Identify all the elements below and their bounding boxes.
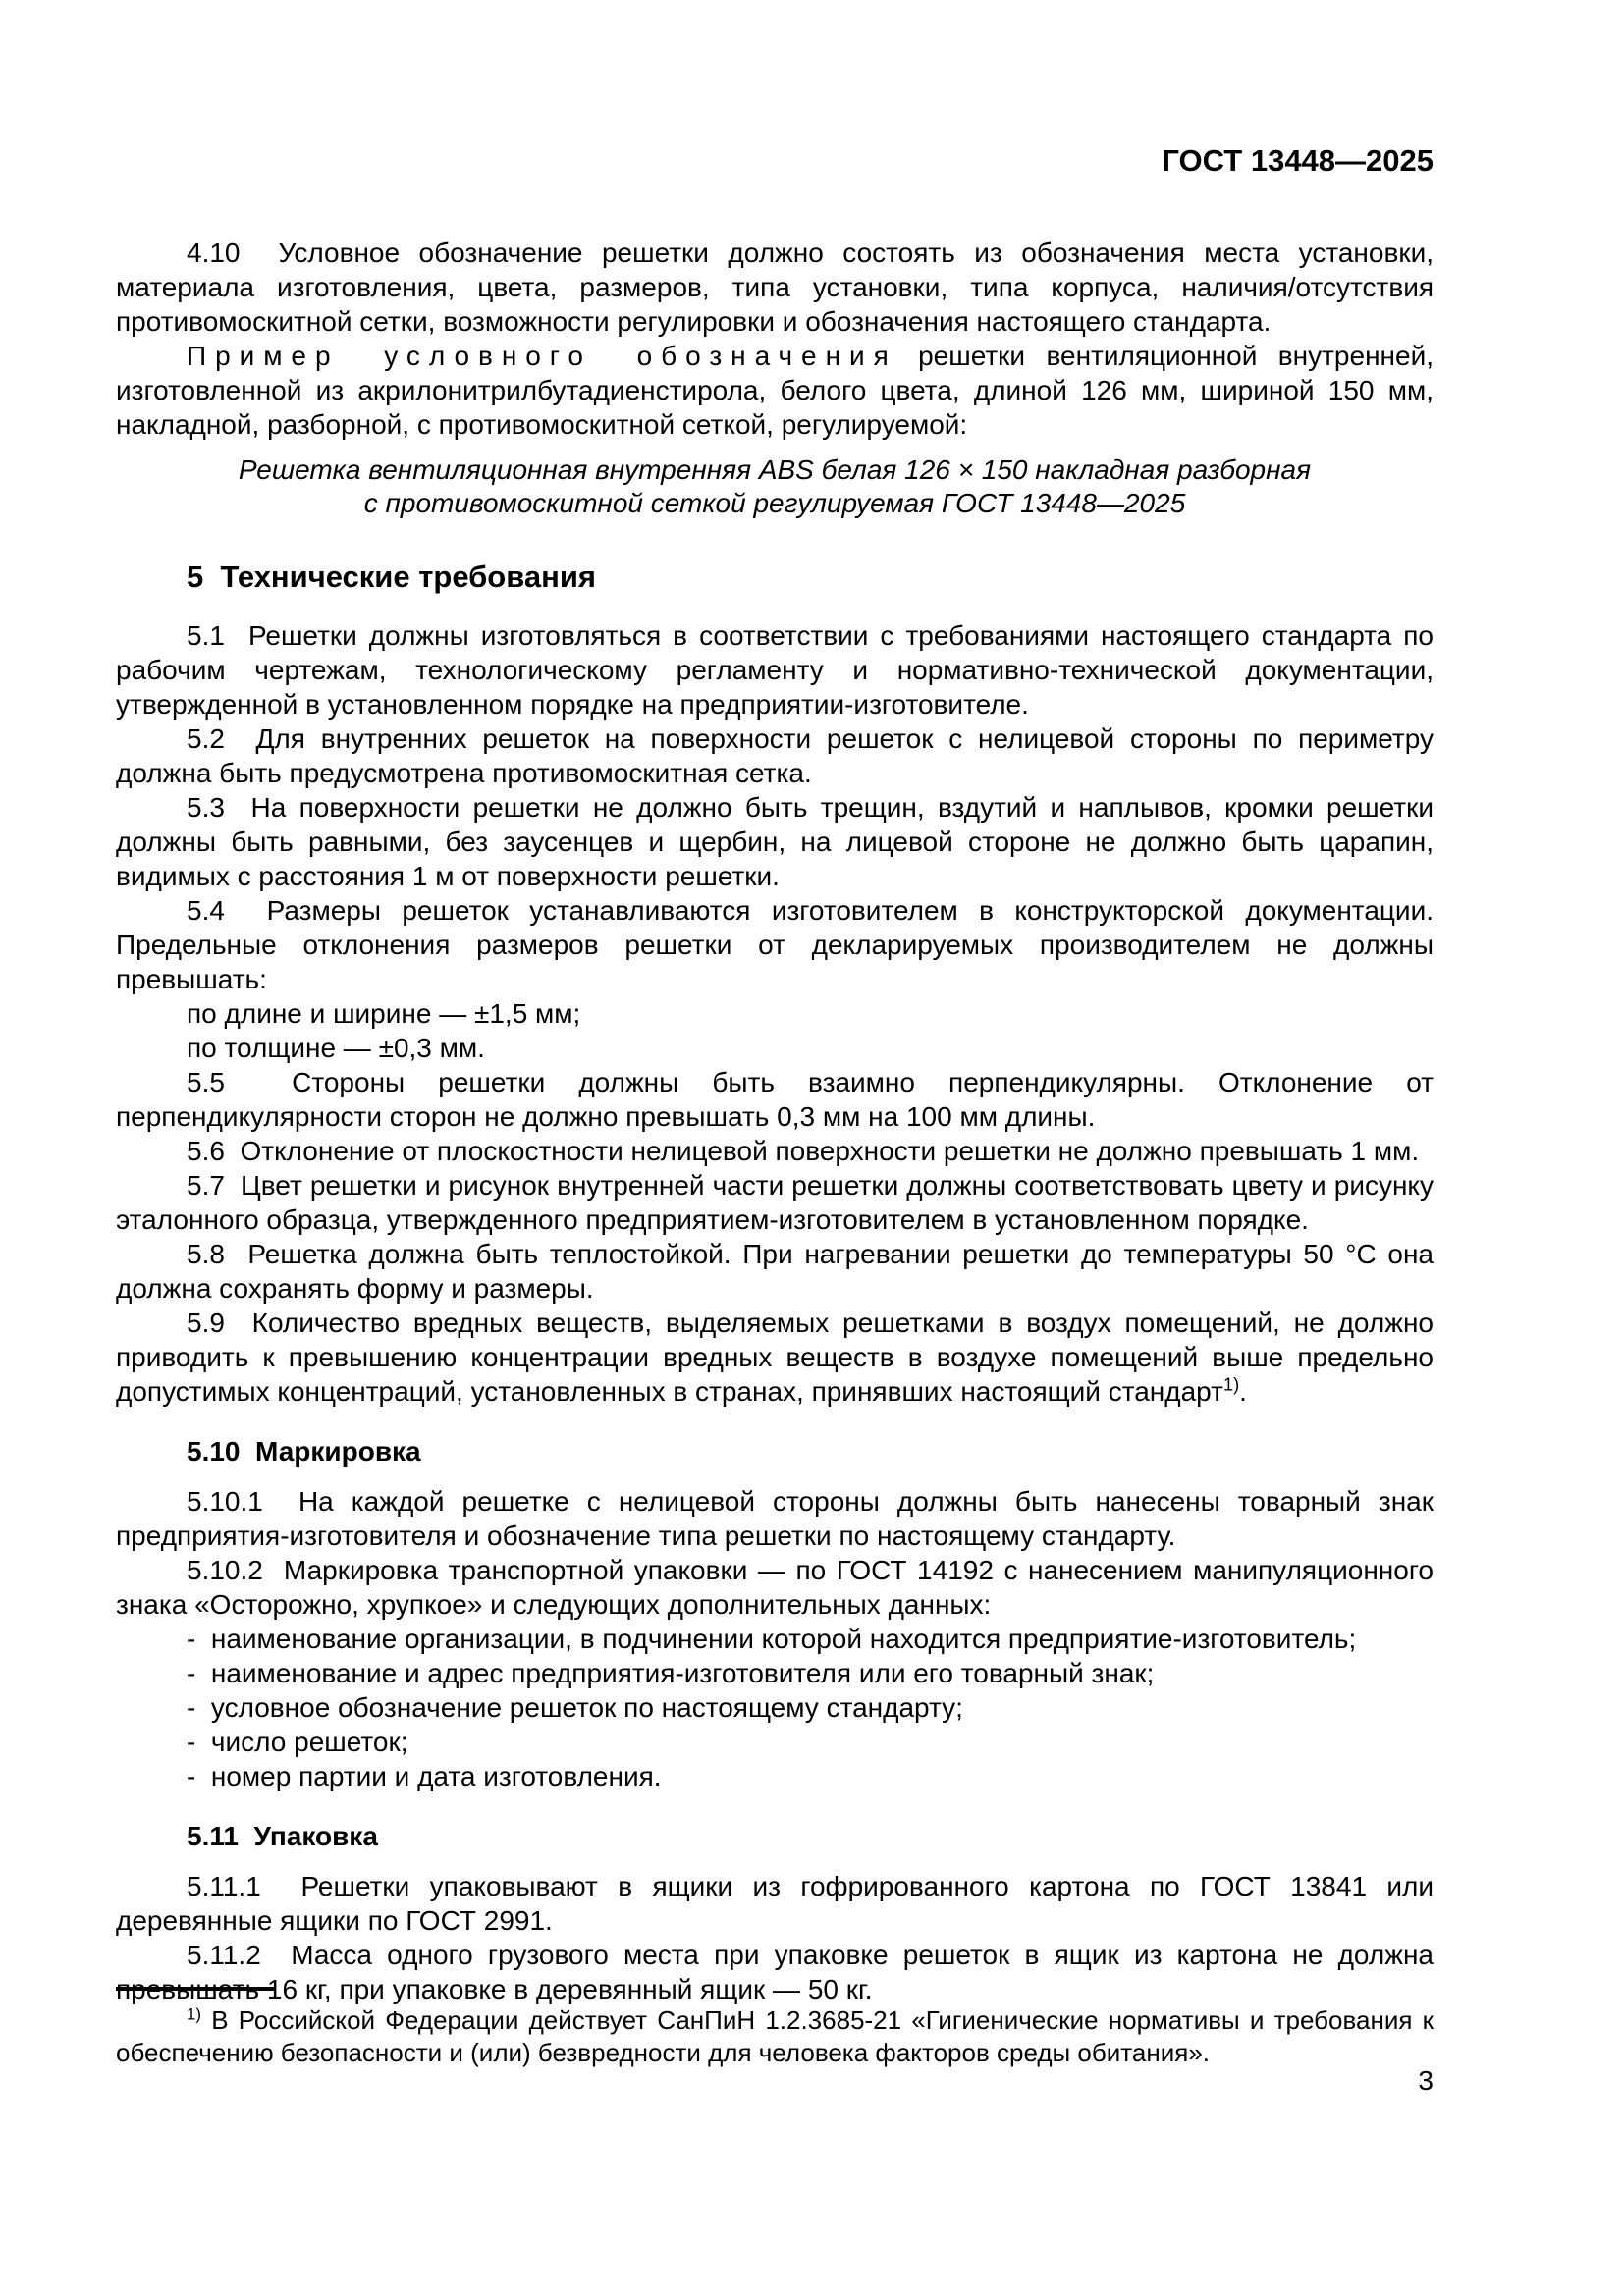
marking-list-item-organization: - наименование организации, в подчинении которой находится предприятие-изготовитель; [187,1624,1357,1654]
designation-example-block [116,454,1434,520]
marking-list-item-designation: - условное обозначение решеток по настоящему стандарту; [187,1692,963,1723]
footnote-body-text: В Российской Федерации действует СанПиН 1.2.3685-21 «Гигиенические нормативы и требования к обеспечению безопасности и (или) безвредности для человека факторов среды обитания». [116,2005,1434,2067]
footnote-text [116,2004,1434,2069]
page-content [116,143,1434,2006]
paragraph-example-intro [116,339,1434,442]
document-header-standard-number: ГОСТ 13448—2025 [1162,143,1434,178]
paragraph-5-1: 5.1 Решетки должны изготовляться в соответствии с требованиями настоящего стандарта по рабочим чертежам, технологическому регламенту и нормативно-технической документации, утвержденной в установленном порядке на предприятии-изготовителе. [116,620,1434,720]
footnote-block [116,1987,1434,2069]
footnote-divider-rule [116,1987,275,1991]
marking-list-item-batch-date: - номер партии и дата изготовления. [187,1761,662,1791]
paragraph-5-4: 5.4 Размеры решеток устанавливаются изготовителем в конструкторской документации. Предельные отклонения размеров решетки от декларируемых производителем не должны превышать: [116,895,1434,994]
paragraph-5-10-2: 5.10.2 Маркировка транспортной упаковки — по ГОСТ 14192 с нанесением манипуляционного знака «Осторожно, хрупкое» и следующих дополнительных данных: [116,1555,1434,1620]
paragraph-4-10: 4.10 Условное обозначение решетки должно состоять из обозначения места установки, материала изготовления, цвета, размеров, типа установки, типа корпуса, наличия/отсутствия противомоскитной сетки, возможности регулировки и обозначения настоящего стандарта. [116,238,1434,337]
paragraph-5-4-tolerance-thickness: по толщине — ±0,3 мм. [187,1033,485,1063]
paragraph-5-10-1: 5.10.1 На каждой решетке с нелицевой стороны должны быть нанесены товарный знак предприятия-изготовителя и обозначение типа решетки по настоящему стандарту. [116,1486,1434,1551]
paragraph-5-3: 5.3 На поверхности решетки не должно быть трещин, вздутий и наплывов, кромки решетки должны быть равными, без заусенцев и щербин, на лицевой стороне не должно быть царапин, видимых с расстояния 1 м от поверхности решетки. [116,792,1434,891]
example-intro-spaced-words: Пример условного обозначения [187,341,897,371]
paragraph-5-2: 5.2 Для внутренних решеток на поверхности решеток с нелицевой стороны по периметру должна быть предусмотрена противомоскитная сетка. [116,723,1434,788]
designation-example-line-2: с противомоскитной сеткой регулируемая ГОСТ 13448—2025 [363,488,1186,518]
page-number: 3 [1418,2065,1434,2096]
example-intro-rest: решетки вентиляционной внутренней, изготовленной из акрилонитрилбутадиенстирола, белого цвета, длиной 126 мм, шириной 150 мм, накладной, разборной, с противомоскитной сеткой, регулируемой: [116,341,1434,440]
paragraph-5-11-1: 5.11.1 Решетки упаковывают в ящики из гофрированного картона по ГОСТ 13841 или деревянные ящики по ГОСТ 2991. [116,1871,1434,1936]
section-5-10-heading: 5.10 Маркировка [187,1436,421,1467]
paragraph-5-8: 5.8 Решетка должна быть теплостойкой. При нагревании решетки до температуры 50 °С она должна сохранять форму и размеры. [116,1239,1434,1304]
paragraph-5-9-period: . [1239,1376,1247,1407]
paragraph-5-9-text: 5.9 Количество вредных веществ, выделяемых решетками в воздух помещений, не должно приводить к превышению концентрации вредных веществ в воздухе помещений выше предельно допустимых концентраций, установленных в странах, принявших настоящий стандарт [116,1308,1434,1407]
designation-example-line-1: Решетка вентиляционная внутренняя ABS белая 126 × 150 накладная разборная [238,454,1312,485]
paragraph-5-7: 5.7 Цвет решетки и рисунок внутренней части решетки должны соответствовать цвету и рисунку эталонного образца, утвержденного предприятием-изготовителем в установленном порядке. [116,1170,1434,1235]
footnote-reference-marker: 1) [1222,1374,1240,1395]
section-5-11-heading: 5.11 Упаковка [187,1821,378,1851]
section-5-heading: 5 Технические требования [187,560,597,594]
paragraph-5-6: 5.6 Отклонение от плоскостности нелицевой поверхности решетки не должно превышать 1 мм. [187,1136,1420,1166]
marking-list-item-quantity: - число решеток; [187,1727,408,1757]
paragraph-5-11-2: 5.11.2 Масса одного грузового места при упаковке решеток в ящик из картона не должна превышать 16 кг, при упаковке в деревянный ящик — 50 кг. [116,1940,1434,2004]
paragraph-5-5: 5.5 Стороны решетки должны быть взаимно перпендикулярны. Отклонение от перпендикулярности сторон не должно превышать 0,3 мм на 100 мм длины. [116,1067,1434,1132]
paragraph-5-9 [116,1306,1434,1409]
marking-list-item-manufacturer: - наименование и адрес предприятия-изготовителя или его товарный знак; [187,1658,1155,1688]
footnote-marker: 1) [187,2004,202,2024]
paragraph-5-4-tolerance-length-width: по длине и ширине — ±1,5 мм; [187,998,581,1029]
